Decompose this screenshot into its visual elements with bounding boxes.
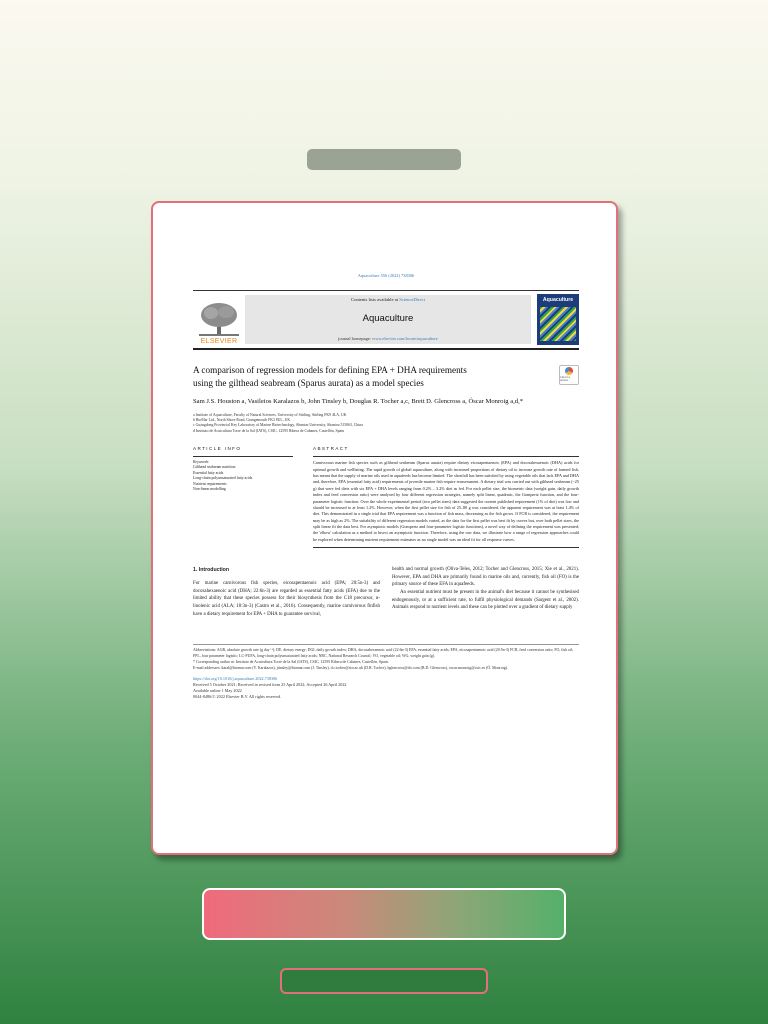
keyword: Essential fatty acids — [193, 470, 224, 475]
journal-cover — [537, 294, 579, 345]
corresponding-author: * Corresponding author at: Instituto de Acuicultura Torre de la Sal (IATS), CSIC, 12595 Ribera de Cabanes, Castellón, Spain. — [193, 659, 389, 664]
contents-line — [351, 297, 425, 303]
info-abstract-row — [193, 446, 579, 548]
footnotes — [193, 644, 579, 700]
body-column-left — [193, 566, 380, 618]
intro-paragraph: health and normal growth (Oliva-Teles, 2012; Tocher and Glencross, 2015; Xie et al., 2021). However, EPA and DHA are primarily found in marine oils and, currently, fish oil (FO) is the primary source of these EFA in aquafeeds. — [392, 567, 579, 588]
document-preview-card[interactable] — [151, 201, 618, 855]
abbreviations: Abbreviations: AGR, absolute growth rate (g day⁻¹); DE, dietary energy; DGI, daily growth index; DHA, docosahexaenoic acid (22:6n-3) EFA, essential fatty acids; EPA, eicosapentaenoic acid (20:5n-3) FCR, feed conversion ratio; FO, fish oil; FPL, four parameter logistic; LC-PUFA, long-chain polyunsaturated fatty acids; NRC, National Research Council; VO, vegetable oil; WG, weight gain (g). — [193, 648, 574, 659]
bottom-pill-button[interactable] — [280, 968, 488, 994]
online-date: Available online 1 May 2022 — [193, 688, 242, 694]
intro-paragraph: For marine carnivorous fish species, eicosapentaenoic acid (EPA; 20:5n-3) and docosahexaenoic acid (DHA; 22:6n-3) are regarded as essential fatty acids (EFA) due to the limited ability that these species possess for their biosynthesis from the C18 precursor, α-linolenic acid (ALA; 18:3n-3) (Castro et al., 2016). Consequently, marine carnivorous finfish have a dietary requirement for EPA + DHA to guarantee survival, — [193, 581, 380, 617]
top-handle-bar[interactable] — [307, 149, 461, 170]
affiliation: b BioMar Ltd., North Shore Road, Grangemouth FK3 8UL, UK — [193, 418, 291, 423]
introduction-heading: 1. Introduction — [193, 567, 230, 574]
masthead-center — [245, 295, 531, 344]
homepage-prefix: journal homepage: — [338, 336, 371, 341]
crossmark-label: Check for updates — [560, 375, 571, 383]
contents-prefix: Contents lists available at — [351, 296, 399, 302]
article-page — [193, 273, 579, 700]
elsevier-tree-icon — [197, 301, 241, 337]
abstract — [313, 446, 579, 548]
copyright: 0044-8486/© 2022 Elsevier B.V. All rights reserved. — [193, 694, 282, 700]
journal-name: Aquaculture — [362, 313, 414, 325]
gradient-action-bar[interactable] — [202, 888, 566, 940]
keyword: Non-linear modelling — [193, 487, 226, 492]
sciencedirect-link[interactable]: ScienceDirect — [399, 296, 425, 302]
affiliation: d Instituto de Acuicultura Torre de la Sal (IATS), CSIC, 12595 Ribera de Cabanes, Castellón, Spain — [193, 428, 345, 433]
body-column-right — [392, 566, 579, 618]
homepage-link[interactable]: www.elsevier.com/locate/aquaculture — [372, 336, 438, 341]
article-title — [193, 364, 551, 389]
affiliations — [193, 413, 579, 434]
abstract-heading: ABSTRACT — [313, 446, 579, 457]
keyword: Gilthead seabream nutrition — [193, 465, 236, 470]
author-list: Sam J.S. Houston a, Vasileios Karalazos b, John Tinsley b, Douglas R. Tocher a,c, Brett D. Glencross a, Óscar Monroig a,d,* — [193, 398, 524, 406]
journal-masthead — [193, 290, 579, 350]
affiliation: a Institute of Aquaculture, Faculty of Natural Sciences, University of Stirling, Stirling FK9 4LA, UK — [193, 412, 347, 417]
title-line-2: using the gilthead seabream (Sparus aurata) as a model species — [193, 377, 424, 388]
abstract-text: Carnivorous marine fish species such as gilthead seabream (Sparus aurata) require dietary eicosapentaenoic (EPA) and docosahexaenoic (DHA) acids for optimal growth and wellbeing. The rapid growth of global aquaculture, along with increased proportions of dietary oil to increase growth rate of farmed fish, has meant that the supply of marine oils used in aquafeeds has become limited. The shortfall has been satisfied by using vegetable oils that lack EPA and DHA and, therefore, EPA (essential fatty acid) requirements of juvenile marine fish require reassessment. A dietary trial was carried out with gilthead seabream (~25 g) that were fed diets with six EPA + DHA levels ranging from 0.2% – 3.2% diet as fed. For each pellet size, the biometric data (weight gain, daily growth index and feed conversion ratio) were analysed by four different regression strategies, namely split linear, quadratic, the Gompertz function, and the four-parameter logistic function. Over the whole experimental period (two pellet sizes) data suggested the current published requirement (1% of diet) was low and should be increased to at least 1.2%. However, when the first pellet size for fish of 25–80 g was considered, the apparent requirement was at least 1.4% of diet. This demonstrated in a single trial that EPA requirement was a function of fish mass, decreasing as the fish grows. If FCR is considered, the requirement may be as high as 2%. The suitability of different regression models varied, as the data for the first pellet was best fit by curves but, over both pellet sizes, the split linear fit the data best. For asymptotic models (Gompertz and four-parameter logistic functions), a novel way of defining the requirement was presented; the 'elbow' calculation as a method to bisect an asymptotic function. Therefore, using the raw data, we illustrate how a range of regression approaches could be explored when determining nutrient requirement estimates as no single model was an ideal fit for all response curves. — [313, 460, 579, 548]
body-columns — [193, 566, 579, 618]
elsevier-logo — [193, 291, 245, 348]
received-dates: Received 5 October 2021; Received in revised form 25 April 2022; Accepted 26 April 2022 — [193, 681, 347, 687]
journal-reference: Aquaculture 556 (2022) 738306 — [357, 273, 415, 278]
cover-title: Aquaculture — [542, 296, 574, 303]
homepage-line — [338, 336, 438, 342]
title-row — [193, 364, 579, 389]
crossmark-icon — [565, 367, 573, 375]
keyword: Nutrient requirements — [193, 481, 227, 486]
cover-art — [540, 307, 576, 341]
title-line-1: A comparison of regression models for defining EPA + DHA requirements — [193, 364, 467, 375]
doi-link[interactable]: https://doi.org/10.1016/j.aquaculture.2022.738306 — [193, 675, 278, 681]
publisher-name: ELSEVIER — [200, 337, 238, 345]
keywords-label: Keywords: — [193, 460, 210, 465]
article-info-heading: ARTICLE INFO — [193, 446, 293, 457]
article-info — [193, 446, 293, 548]
affiliation: c Guangdong Provincial Key Laboratory of Marine Biotechnology, Shantou University, Shantou 515063, China — [193, 423, 363, 428]
email-addresses: E-mail addresses: karal@biomar.com (V. Karalazos), jtinsley@biomar.com (J. Tinsley), d.r.tocher@stir.ac.uk (D.R. Tocher), bglencross@ifo.com (B.D. Glencross), oscar.monroig@csic.es (Ó. Monroig). — [193, 665, 508, 670]
intro-paragraph: An essential nutrient must be present in the animal's diet because it cannot be synthesised endogenously, or at a sufficient rate, to fulfil physiological demands (Sargent et al., 2002). Animals respond to nutrient levels and these can be plotted over a gradient of dietary supply — [392, 589, 579, 611]
crossmark-badge[interactable] — [559, 365, 579, 385]
keyword: Long-chain polyunsaturated fatty acids — [193, 476, 253, 481]
